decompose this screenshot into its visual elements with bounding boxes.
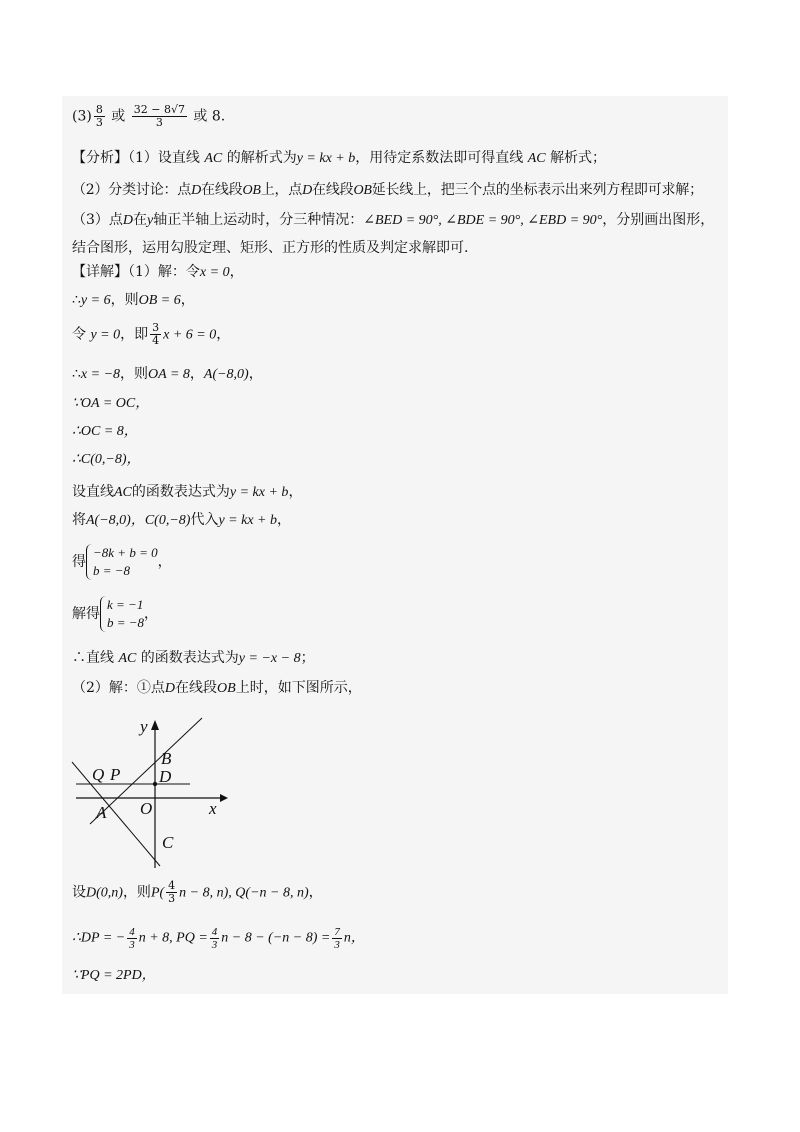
coordinate-figure: [70, 716, 230, 876]
detail-line-1: 【详解】（1）解：令x = 0，: [72, 264, 244, 280]
label-d: D: [159, 767, 172, 786]
analysis-line-4: 结合图形，运用勾股定理、矩形、正方形的性质及判定求解即可.: [72, 240, 469, 256]
label-q: Q: [92, 765, 105, 784]
fraction: $\frac{3}{4}$: [152, 321, 160, 347]
label-a: A: [96, 803, 107, 822]
detail-line-10: 得 −8k + b = 0 b = −8 ，: [72, 545, 172, 578]
detail-line-9: 将A(−8,0)，C(0,−8)代入y = kx + b，: [72, 512, 291, 528]
after-line-1: 设D(0,n)，则P( $\frac{4}{3}$ n − 8, n), Q(−n − 8, n)，: [72, 879, 323, 905]
fraction: $\frac{8}{3}$: [95, 103, 103, 129]
fraction: $\frac{7}{3}$: [334, 926, 340, 951]
label-c: C: [162, 833, 174, 852]
detail-line-2: ∴y = 6，则OB = 6，: [72, 292, 195, 308]
detail-heading: 【详解】: [72, 264, 128, 280]
equation-system: −8k + b = 0 b = −8: [86, 544, 158, 580]
detail-line-6: ∴OC = 8，: [72, 424, 138, 439]
label-y: y: [140, 717, 148, 736]
detail-line-5: ∵OA = OC，: [72, 396, 150, 411]
label-x: x: [209, 799, 217, 818]
after-line-3: ∵PQ = 2PD，: [72, 968, 156, 983]
y-axis-arrow-icon: [151, 720, 159, 730]
detail-line-7: ∴C(0,−8)，: [72, 452, 141, 467]
analysis-line-3: （3）点D在y轴正半轴上运动时，分三种情况：∠BED = 90°, ∠BDE = 90°, ∠EBD = 90°，分别画出图形，: [72, 212, 715, 228]
fraction: $\frac{4}{3}$: [211, 926, 218, 951]
analysis-line-2: （2）分类讨论：点D在线段OB上，点D在线段OB延长线上，把三个点的坐标表示出来列方程即可求解；: [72, 182, 703, 198]
answer-3: (3) $\frac{8}{3}$ 或 $\frac{32 - 8√7}{3}$ 或 8.: [72, 103, 226, 129]
answer-prefix: (3): [72, 108, 92, 125]
detail-line-11: 解得 k = −1 b = −8 ，: [72, 597, 159, 630]
label-o: O: [140, 799, 153, 818]
fraction: $\frac{4}{3}$: [129, 926, 135, 951]
detail-line-8: 设直线AC的函数表达式为y = kx + b，: [72, 484, 303, 500]
detail-line-12: ∴直线 AC 的函数表达式为y = −x − 8；: [72, 650, 315, 666]
x-axis-arrow-icon: [220, 794, 228, 802]
equation-system: k = −1 b = −8: [100, 596, 144, 632]
fraction: $\frac{32 - 8√7}{3}$: [133, 103, 185, 129]
after-line-2: ∴DP = − $\frac{4}{3}$ n + 8, PQ = $\frac{4}{3}$ n − 8 − (−n − 8) = $\frac{7}{3}$ n，: [72, 926, 365, 951]
fraction: $\frac{4}{3}$: [168, 879, 176, 905]
detail-line-13: （2）解：①点D在线段OB上时，如下图所示，: [72, 680, 362, 696]
label-p: P: [110, 765, 121, 784]
detail-line-4: ∴x = −8，则OA = 8，A(−8,0)，: [72, 366, 263, 382]
label-b: B: [161, 749, 172, 768]
analysis-line-1: 【分析】（1）设直线 AC 的解析式为y = kx + b，用待定系数法即可得直线 AC 解析式；: [72, 150, 607, 166]
analysis-heading: 【分析】: [72, 150, 128, 166]
detail-line-3: 令 y = 0，即 $\frac{3}{4}$ x + 6 = 0，: [72, 321, 231, 347]
point-d: [153, 782, 157, 786]
